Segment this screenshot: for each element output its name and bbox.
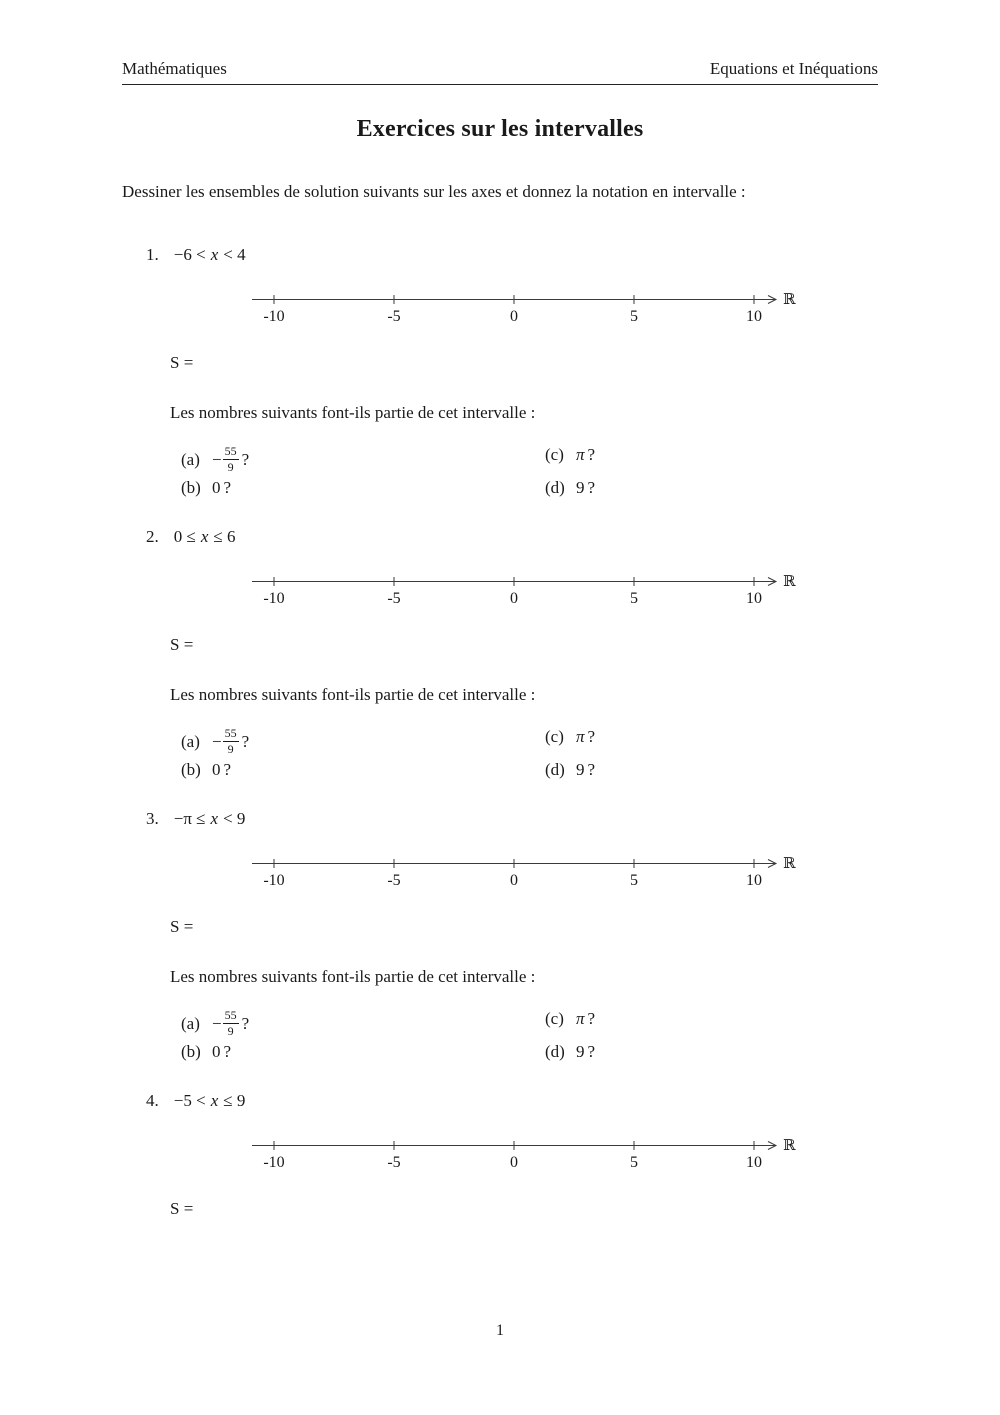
fraction: [223, 445, 239, 474]
number-line: [252, 855, 832, 897]
inequality-right: ≤ 6: [213, 527, 236, 546]
subquestion-intro: Les nombres suivants font-ils partie de cet intervalle :: [170, 967, 536, 986]
tick-label: -5: [387, 590, 401, 607]
number-line-axis: [252, 573, 797, 591]
exercise-number: 3.: [146, 809, 159, 828]
page-header: [122, 59, 878, 85]
subquestion-a: [181, 445, 249, 474]
question-mark: ?: [587, 1042, 596, 1061]
page-title: Exercices sur les intervalles: [356, 116, 644, 142]
tick-label: 0: [510, 1154, 518, 1171]
subquestion-c: [545, 727, 595, 747]
header-topic: Equations et Inéquations: [709, 59, 878, 78]
exercise-statement: [146, 809, 245, 829]
real-numbers-symbol: ℝ: [783, 854, 796, 872]
question-mark: ?: [587, 727, 596, 746]
subquestion-value: [212, 445, 249, 474]
subquestion-label: (d): [545, 760, 565, 779]
value: 0: [212, 478, 221, 497]
value: 0: [212, 1042, 221, 1061]
subquestion-a: [181, 1009, 249, 1038]
fraction-denominator: 9: [227, 742, 234, 757]
inequality: [174, 809, 246, 828]
exercise-number: 1.: [146, 245, 159, 264]
tick-label: -10: [263, 590, 285, 607]
tick-label: -5: [387, 872, 401, 889]
minus-sign: −: [212, 449, 222, 469]
inequality-left: −5 <: [173, 1091, 206, 1110]
subquestion-value: [576, 1042, 595, 1062]
tick-label: -10: [263, 1154, 285, 1171]
subquestion-value: [576, 445, 595, 465]
number-line-axis: [252, 291, 797, 309]
inequality-left: −π ≤: [173, 809, 206, 828]
subquestion-label: (b): [181, 478, 201, 497]
value: π: [576, 1009, 585, 1028]
exercise-2: [0, 527, 1000, 809]
inequality-right: ≤ 9: [223, 1091, 246, 1110]
subquestion-value: [212, 1009, 249, 1038]
subquestion-d: [545, 478, 595, 498]
solution-label: S =: [170, 635, 194, 654]
subquestion-value: [212, 727, 249, 756]
subquestion-value: [212, 478, 231, 498]
solution-label: S =: [170, 917, 194, 936]
value: π: [576, 727, 585, 746]
subquestion-label: (c): [545, 1009, 564, 1028]
tick-label: -10: [263, 308, 285, 325]
inequality-left: −6 <: [173, 245, 206, 264]
number-line: [252, 573, 832, 615]
subquestion-a: [181, 727, 249, 756]
subquestion-intro: Les nombres suivants font-ils partie de cet intervalle :: [170, 685, 536, 704]
tick-label: -5: [387, 1154, 401, 1171]
exercise-statement: [146, 245, 246, 265]
inequality-variable: x: [210, 245, 219, 264]
question-mark: ?: [223, 1042, 232, 1061]
inequality-right: < 9: [223, 809, 246, 828]
value: 9: [576, 478, 585, 497]
tick-label: 10: [746, 872, 762, 889]
subquestion-value: [576, 1009, 595, 1029]
subquestion-d: [545, 1042, 595, 1062]
subquestion-b: [181, 478, 231, 498]
subquestion-label: (a): [181, 449, 200, 469]
fraction-denominator: 9: [227, 460, 234, 475]
subquestion-b: [181, 1042, 231, 1062]
question-mark: ?: [587, 1009, 596, 1028]
tick-label: -5: [387, 308, 401, 325]
minus-sign: −: [212, 731, 222, 751]
value: 9: [576, 760, 585, 779]
subquestion-value: [212, 760, 231, 780]
inequality-variable: x: [200, 527, 209, 546]
fraction-numerator: 55: [223, 1009, 239, 1024]
tick-label: 5: [630, 308, 638, 325]
subquestion-intro: Les nombres suivants font-ils partie de cet intervalle :: [170, 403, 536, 422]
question-mark: ?: [241, 731, 250, 751]
subquestion-value: [576, 478, 595, 498]
tick-label: 10: [746, 590, 762, 607]
intro-instruction: Dessiner les ensembles de solution suivants sur les axes et donnez la notation en intervalle :: [122, 182, 746, 201]
subquestion-value: [576, 760, 595, 780]
exercise-1: [0, 245, 1000, 527]
subquestion-c: [545, 1009, 595, 1029]
question-mark: ?: [587, 445, 596, 464]
inequality-variable: x: [210, 1091, 219, 1110]
fraction: [223, 1009, 239, 1038]
real-numbers-symbol: ℝ: [783, 572, 796, 590]
inequality-right: < 4: [223, 245, 246, 264]
fraction-numerator: 55: [223, 445, 239, 460]
tick-label: -10: [263, 872, 285, 889]
exercise-number: 4.: [146, 1091, 159, 1110]
question-mark: ?: [223, 760, 232, 779]
tick-label: 5: [630, 872, 638, 889]
tick-label: 5: [630, 1154, 638, 1171]
solution-label: S =: [170, 353, 194, 372]
subquestion-value: [212, 1042, 231, 1062]
tick-label: 10: [746, 1154, 762, 1171]
inequality-left: 0 ≤: [173, 527, 196, 546]
number-line-axis: [252, 1137, 797, 1155]
value: 0: [212, 760, 221, 779]
number-line: [252, 1137, 832, 1179]
tick-label: 5: [630, 590, 638, 607]
subquestion-label: (a): [181, 1013, 200, 1033]
inequality: [174, 1091, 246, 1110]
tick-label: 0: [510, 308, 518, 325]
page-number: 1: [496, 1322, 504, 1339]
exercise-3: [0, 809, 1000, 1091]
subquestion-label: (b): [181, 760, 201, 779]
question-mark: ?: [587, 760, 596, 779]
fraction-denominator: 9: [227, 1024, 234, 1039]
solution-label: S =: [170, 1199, 194, 1218]
value: π: [576, 445, 585, 464]
real-numbers-symbol: ℝ: [783, 290, 796, 308]
subquestion-label: (a): [181, 731, 200, 751]
inequality-variable: x: [210, 809, 219, 828]
subquestion-label: (c): [545, 727, 564, 746]
minus-sign: −: [212, 1013, 222, 1033]
subquestion-c: [545, 445, 595, 465]
number-line: [252, 291, 832, 333]
tick-label: 0: [510, 872, 518, 889]
exercise-statement: [146, 527, 235, 547]
question-mark: ?: [241, 1013, 250, 1033]
exercise-4: [0, 1091, 1000, 1271]
tick-label: 10: [746, 308, 762, 325]
subquestion-label: (d): [545, 1042, 565, 1061]
number-line-axis: [252, 855, 797, 873]
fraction-numerator: 55: [223, 727, 239, 742]
subquestion-label: (d): [545, 478, 565, 497]
real-numbers-symbol: ℝ: [783, 1136, 796, 1154]
subquestion-label: (b): [181, 1042, 201, 1061]
header-subject: Mathématiques: [122, 59, 227, 78]
inequality: [174, 245, 246, 264]
question-mark: ?: [587, 478, 596, 497]
inequality: [174, 527, 236, 546]
subquestion-d: [545, 760, 595, 780]
question-mark: ?: [241, 449, 250, 469]
tick-label: 0: [510, 590, 518, 607]
subquestion-b: [181, 760, 231, 780]
question-mark: ?: [223, 478, 232, 497]
exercise-statement: [146, 1091, 245, 1111]
fraction: [223, 727, 239, 756]
subquestion-value: [576, 727, 595, 747]
exercise-number: 2.: [146, 527, 159, 546]
value: 9: [576, 1042, 585, 1061]
subquestion-label: (c): [545, 445, 564, 464]
